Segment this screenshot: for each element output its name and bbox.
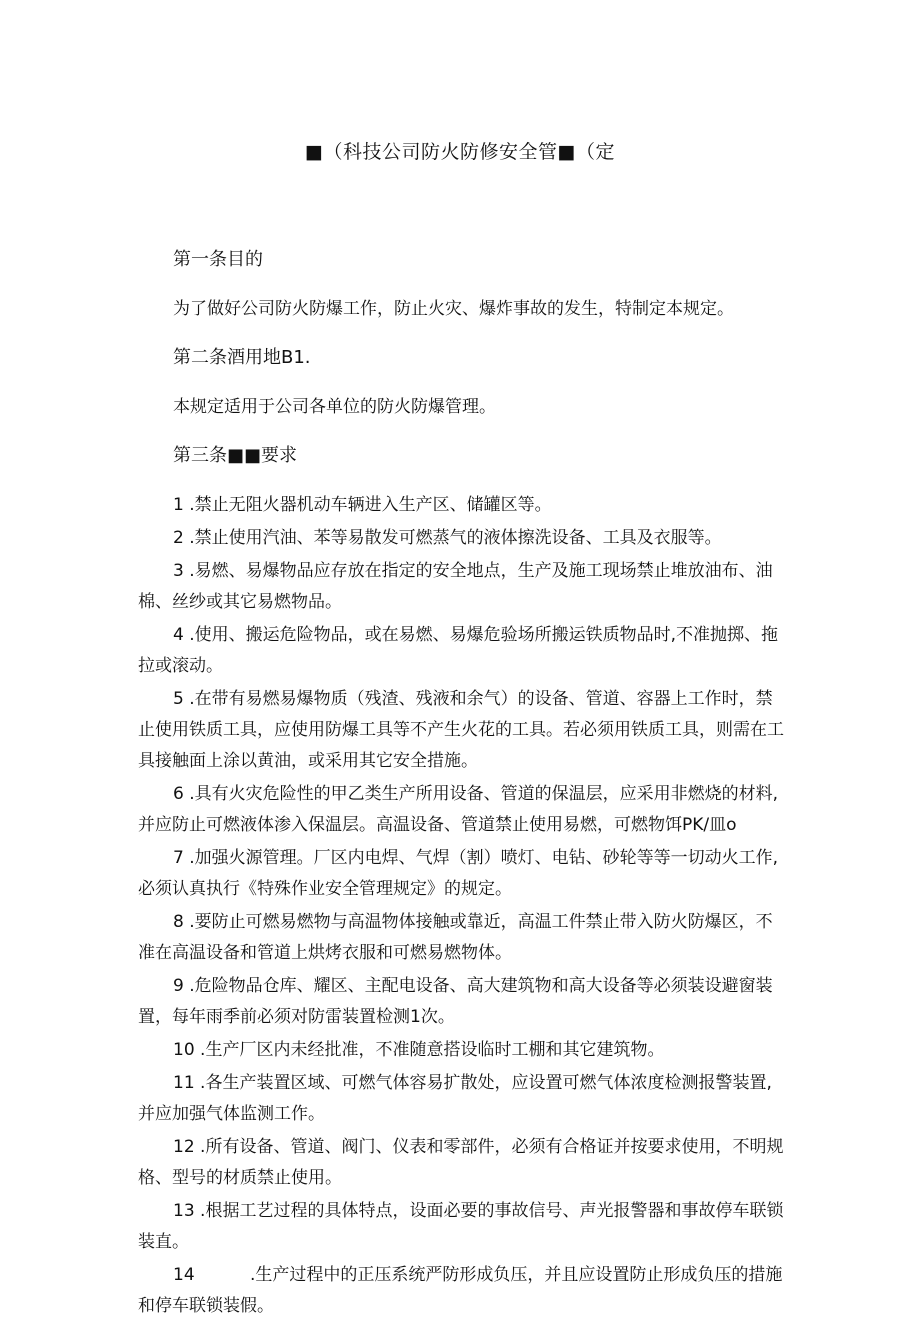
item-text-continued: 并应防止可燃液体渗入保温层。高温设备、管道禁止使用易燃，可燃物饵PK/皿o bbox=[138, 815, 737, 835]
item-number: 4 bbox=[173, 625, 184, 645]
list-item bbox=[138, 1196, 788, 1258]
item-text-continued: 装直。 bbox=[138, 1232, 189, 1252]
item-text: .易燃、易爆物品应存放在指定的安全地点，生产及施工现场禁止堆放油布、油 bbox=[183, 561, 773, 581]
section-2-text: 本规定适用于公司各单位的防火防爆管理。 bbox=[173, 397, 496, 417]
item-text: .加强火源管理。厂区内电焊、气焊（割）喷灯、电钻、砂轮等等一切动火工作, bbox=[183, 848, 779, 868]
item-text: .根据工艺过程的具体特点，设面必要的事故信号、声光报警器和事故停车联锁 bbox=[194, 1201, 784, 1221]
item-number: 13 bbox=[173, 1201, 195, 1221]
item-text: .所有设备、管道、阀门、仪表和零部件，必须有合格证并按要求使用，不明规 bbox=[194, 1137, 784, 1157]
section-1-text: 为了做好公司防火防爆工作，防止火灾、爆炸事故的发生，特制定本规定。 bbox=[173, 299, 734, 319]
item-text-continued: 具接触面上涂以黄油，或采用其它安全措施。 bbox=[138, 751, 478, 771]
document-body bbox=[138, 226, 788, 1324]
item-number: 14 bbox=[173, 1265, 195, 1285]
item-text: .禁止使用汽油、苯等易散发可燃蒸气的液体擦洗设备、工具及衣服等。 bbox=[183, 528, 722, 548]
item-text-continued: 格、型号的材质禁止使用。 bbox=[138, 1168, 342, 1188]
list-item bbox=[138, 556, 788, 618]
section-3-heading: 第三条■■要求 bbox=[173, 445, 298, 466]
item-text: .禁止无阻火器机动车辆进入生产区、储罐区等。 bbox=[183, 495, 552, 515]
item-text-continued: 并应加强气体监测工作。 bbox=[138, 1104, 325, 1124]
item-text: .要防止可燃易燃物与高温物体接触或靠近，高温工件禁止带入防火防爆区，不 bbox=[183, 912, 773, 932]
item-text: .生产过程中的正压系统严防形成负压，并且应设置防止形成负压的措施 bbox=[250, 1265, 783, 1285]
item-number: 11 bbox=[173, 1073, 195, 1093]
item-text: .危险物品仓库、耀区、主配电设备、高大建筑物和高大设备等必须装设避窗装 bbox=[183, 976, 773, 996]
item-number: 1 bbox=[173, 495, 184, 515]
item-text: .具有火灾危险性的甲乙类生产所用设备、管道的保温层，应采用非燃烧的材料, bbox=[183, 784, 779, 804]
item-number: 12 bbox=[173, 1137, 195, 1157]
list-item bbox=[138, 490, 788, 521]
item-number: 2 bbox=[173, 528, 184, 548]
item-text-continued: 棉、丝纱或其它易燃物品。 bbox=[138, 592, 342, 612]
item-number: 5 bbox=[173, 689, 184, 709]
item-text-continued: 必须认真执行《特殊作业安全管理规定》的规定。 bbox=[138, 879, 512, 899]
section-2-heading: 第二条酒用地B1. bbox=[173, 347, 311, 368]
item-number: 8 bbox=[173, 912, 184, 932]
item-number: 7 bbox=[173, 848, 184, 868]
list-item bbox=[138, 843, 788, 905]
section-1-heading: 第一条目的 bbox=[173, 249, 263, 270]
item-text: .各生产装置区域、可燃气体容易扩散处，应设置可燃气体浓度检测报警装置, bbox=[194, 1073, 772, 1093]
item-text: .使用、搬运危险物品，或在易燃、易爆危验场所搬运铁质物品时,不准抛掷、拖 bbox=[183, 625, 779, 645]
item-text-continued: 准在高温设备和管道上烘烤衣服和可燃易燃物体。 bbox=[138, 943, 512, 963]
list-item bbox=[138, 1068, 788, 1130]
item-text: .在带有易燃易爆物质（残渣、残液和余气）的设备、管道、容器上工作时，禁 bbox=[183, 689, 773, 709]
list-item bbox=[138, 523, 788, 554]
item-text-continued: 止使用铁质工具，应使用防爆工具等不产生火花的工具。若必须用铁质工具，则需在工 bbox=[138, 720, 784, 740]
item-text-continued: 置，每年雨季前必须对防雷装置检测1次。 bbox=[138, 1007, 455, 1027]
item-text-continued: 和停车联锁装假。 bbox=[138, 1296, 274, 1316]
list-item bbox=[138, 907, 788, 969]
list-item bbox=[138, 1132, 788, 1194]
list-item bbox=[138, 1260, 788, 1322]
item-number: 10 bbox=[173, 1040, 195, 1060]
item-number: 9 bbox=[173, 976, 184, 996]
list-item bbox=[138, 1035, 788, 1066]
document-title: ■（科技公司防火防修安全管■（定 bbox=[305, 141, 615, 163]
item-number: 6 bbox=[173, 784, 184, 804]
item-text-continued: 拉或滚动。 bbox=[138, 656, 223, 676]
item-number: 3 bbox=[173, 561, 184, 581]
item-text: .生产厂区内未经批准，不准随意搭设临时工棚和其它建筑物。 bbox=[194, 1040, 665, 1060]
list-item bbox=[138, 779, 788, 841]
list-item bbox=[138, 620, 788, 682]
list-item bbox=[138, 684, 788, 777]
list-item bbox=[138, 971, 788, 1033]
